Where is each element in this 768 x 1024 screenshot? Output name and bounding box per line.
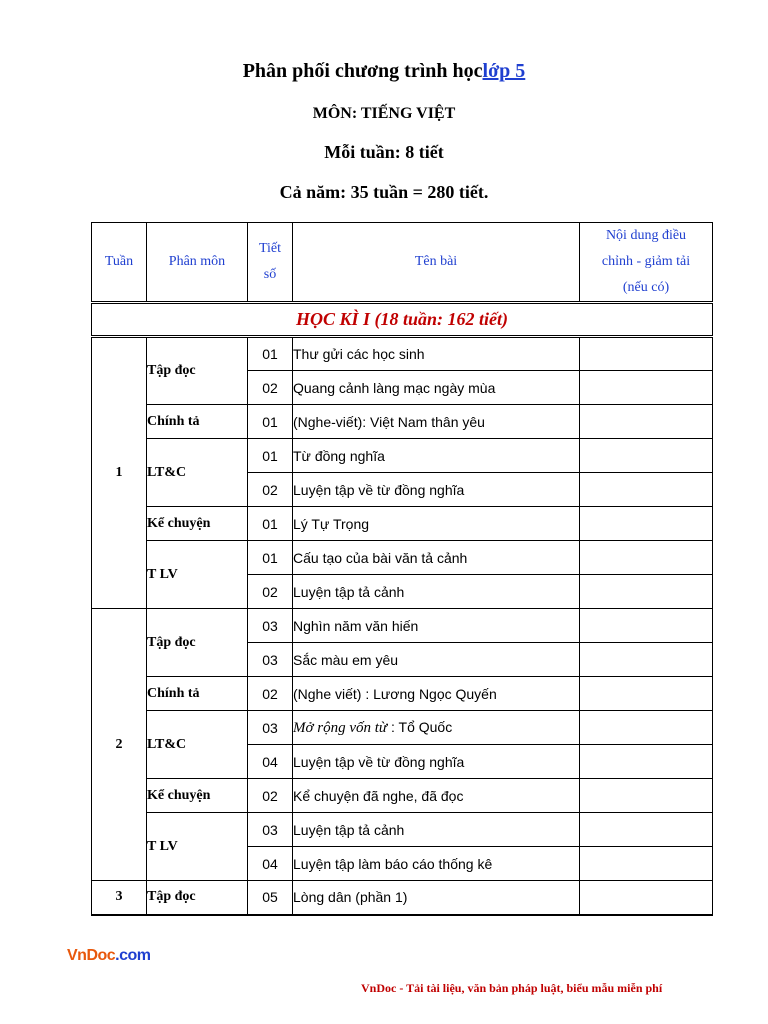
note-cell	[580, 575, 713, 609]
week-number: 1	[92, 337, 147, 609]
table-row	[92, 507, 713, 541]
table-row	[92, 609, 713, 643]
note-cell	[580, 507, 713, 541]
period-cell: 01	[248, 507, 293, 541]
header-period	[248, 223, 293, 303]
subject-cell: Kể chuyện	[147, 779, 248, 813]
subject-cell: Kể chuyện	[147, 507, 248, 541]
table-header-row	[92, 223, 713, 303]
subject-cell: LT&C	[147, 439, 248, 507]
header-period-line: Tiết	[258, 241, 282, 256]
subject-cell: Chính tả	[147, 677, 248, 711]
subject-cell: T LV	[147, 541, 248, 609]
lesson-cell: Lý Tự Trọng	[293, 507, 580, 541]
header-note-line: Nội dung điều	[605, 228, 687, 243]
note-cell	[580, 813, 713, 847]
note-cell	[580, 439, 713, 473]
table-row	[92, 405, 713, 439]
lesson-cell: Thư gửi các học sinh	[293, 337, 580, 371]
period-cell: 03	[248, 813, 293, 847]
period-cell: 02	[248, 677, 293, 711]
header-subject: Phân môn	[147, 223, 248, 303]
title-link[interactable]: lớp 5	[482, 60, 526, 82]
note-cell	[580, 371, 713, 405]
header-note	[580, 223, 713, 303]
period-cell: 04	[248, 745, 293, 779]
period-cell: 02	[248, 371, 293, 405]
note-cell	[580, 847, 713, 881]
header-note-line: (nếu có)	[622, 280, 670, 295]
period-cell: 02	[248, 779, 293, 813]
lesson-cell: Luyện tập về từ đồng nghĩa	[293, 745, 580, 779]
lesson-rest: : Tổ Quốc	[387, 718, 453, 735]
subject-cell: T LV	[147, 813, 248, 881]
lesson-cell: (Nghe-viết): Việt Nam thân yêu	[293, 405, 580, 439]
periods-per-week: Mỗi tuần: 8 tiết	[324, 142, 444, 162]
note-cell	[580, 643, 713, 677]
period-cell: 02	[248, 575, 293, 609]
note-cell	[580, 881, 713, 915]
period-cell: 02	[248, 473, 293, 507]
lesson-cell: Lòng dân (phần 1)	[293, 881, 580, 915]
subject-heading: MÔN: TIẾNG VIỆT	[312, 105, 456, 122]
note-cell	[580, 541, 713, 575]
note-cell	[580, 677, 713, 711]
lesson-cell	[293, 711, 580, 745]
lesson-italic: Mở rộng vốn từ	[293, 719, 388, 736]
subject-cell: LT&C	[147, 711, 248, 779]
page-title	[0, 60, 768, 83]
table-row	[92, 881, 713, 915]
lesson-cell: Sắc màu em yêu	[293, 643, 580, 677]
period-cell: 01	[248, 439, 293, 473]
header-week: Tuần	[92, 223, 147, 303]
table-row	[92, 439, 713, 473]
lesson-cell: Quang cảnh làng mạc ngày mùa	[293, 371, 580, 405]
footer-tagline: VnDoc - Tải tài liệu, văn bản pháp luật, biểu mẫu miễn phí	[361, 981, 663, 995]
week-number: 2	[92, 609, 147, 881]
subject-cell: Tập đọc	[147, 609, 248, 677]
lesson-cell: Kể chuyện đã nghe, đã đọc	[293, 779, 580, 813]
period-cell: 03	[248, 643, 293, 677]
header-note-line: chỉnh - giảm tải	[601, 254, 691, 269]
logo-com: .com	[115, 947, 151, 964]
lesson-cell: Từ đồng nghĩa	[293, 439, 580, 473]
curriculum-table	[91, 222, 713, 916]
lesson-cell: Luyện tập về từ đồng nghĩa	[293, 473, 580, 507]
table-row	[92, 677, 713, 711]
lesson-cell: Luyện tập tả cảnh	[293, 575, 580, 609]
lesson-cell: (Nghe viết) : Lương Ngọc Quyến	[293, 677, 580, 711]
table-row	[92, 541, 713, 575]
period-cell: 04	[248, 847, 293, 881]
title-main: Phân phối chương trình học	[242, 60, 483, 82]
table-row	[92, 337, 713, 371]
note-cell	[580, 473, 713, 507]
week-number: 3	[92, 881, 147, 915]
lesson-cell: Luyện tập tả cảnh	[293, 813, 580, 847]
note-cell	[580, 337, 713, 371]
period-cell: 01	[248, 337, 293, 371]
header-lesson: Tên bài	[293, 223, 580, 303]
lesson-cell: Nghìn năm văn hiến	[293, 609, 580, 643]
lesson-cell: Luyện tập làm báo cáo thống kê	[293, 847, 580, 881]
note-cell	[580, 711, 713, 745]
note-cell	[580, 405, 713, 439]
period-cell: 05	[248, 881, 293, 915]
subject-cell: Chính tả	[147, 405, 248, 439]
subject-cell: Tập đọc	[147, 881, 248, 915]
note-cell	[580, 609, 713, 643]
semester-label: HỌC KÌ I (18 tuần: 162 tiết)	[92, 303, 713, 337]
semester-row	[92, 303, 713, 337]
year-total: Cả năm: 35 tuần = 280 tiết.	[279, 182, 489, 202]
period-cell: 01	[248, 405, 293, 439]
note-cell	[580, 779, 713, 813]
header-period-line: số	[263, 267, 277, 282]
subject-cell: Tập đọc	[147, 337, 248, 405]
period-cell: 03	[248, 711, 293, 745]
table-row	[92, 779, 713, 813]
note-cell	[580, 745, 713, 779]
vndoc-logo[interactable]	[67, 947, 151, 965]
lesson-cell: Cấu tạo của bài văn tả cảnh	[293, 541, 580, 575]
logo-vn: VnDoc	[67, 947, 116, 964]
table-row	[92, 711, 713, 745]
period-cell: 03	[248, 609, 293, 643]
table-row	[92, 813, 713, 847]
period-cell: 01	[248, 541, 293, 575]
